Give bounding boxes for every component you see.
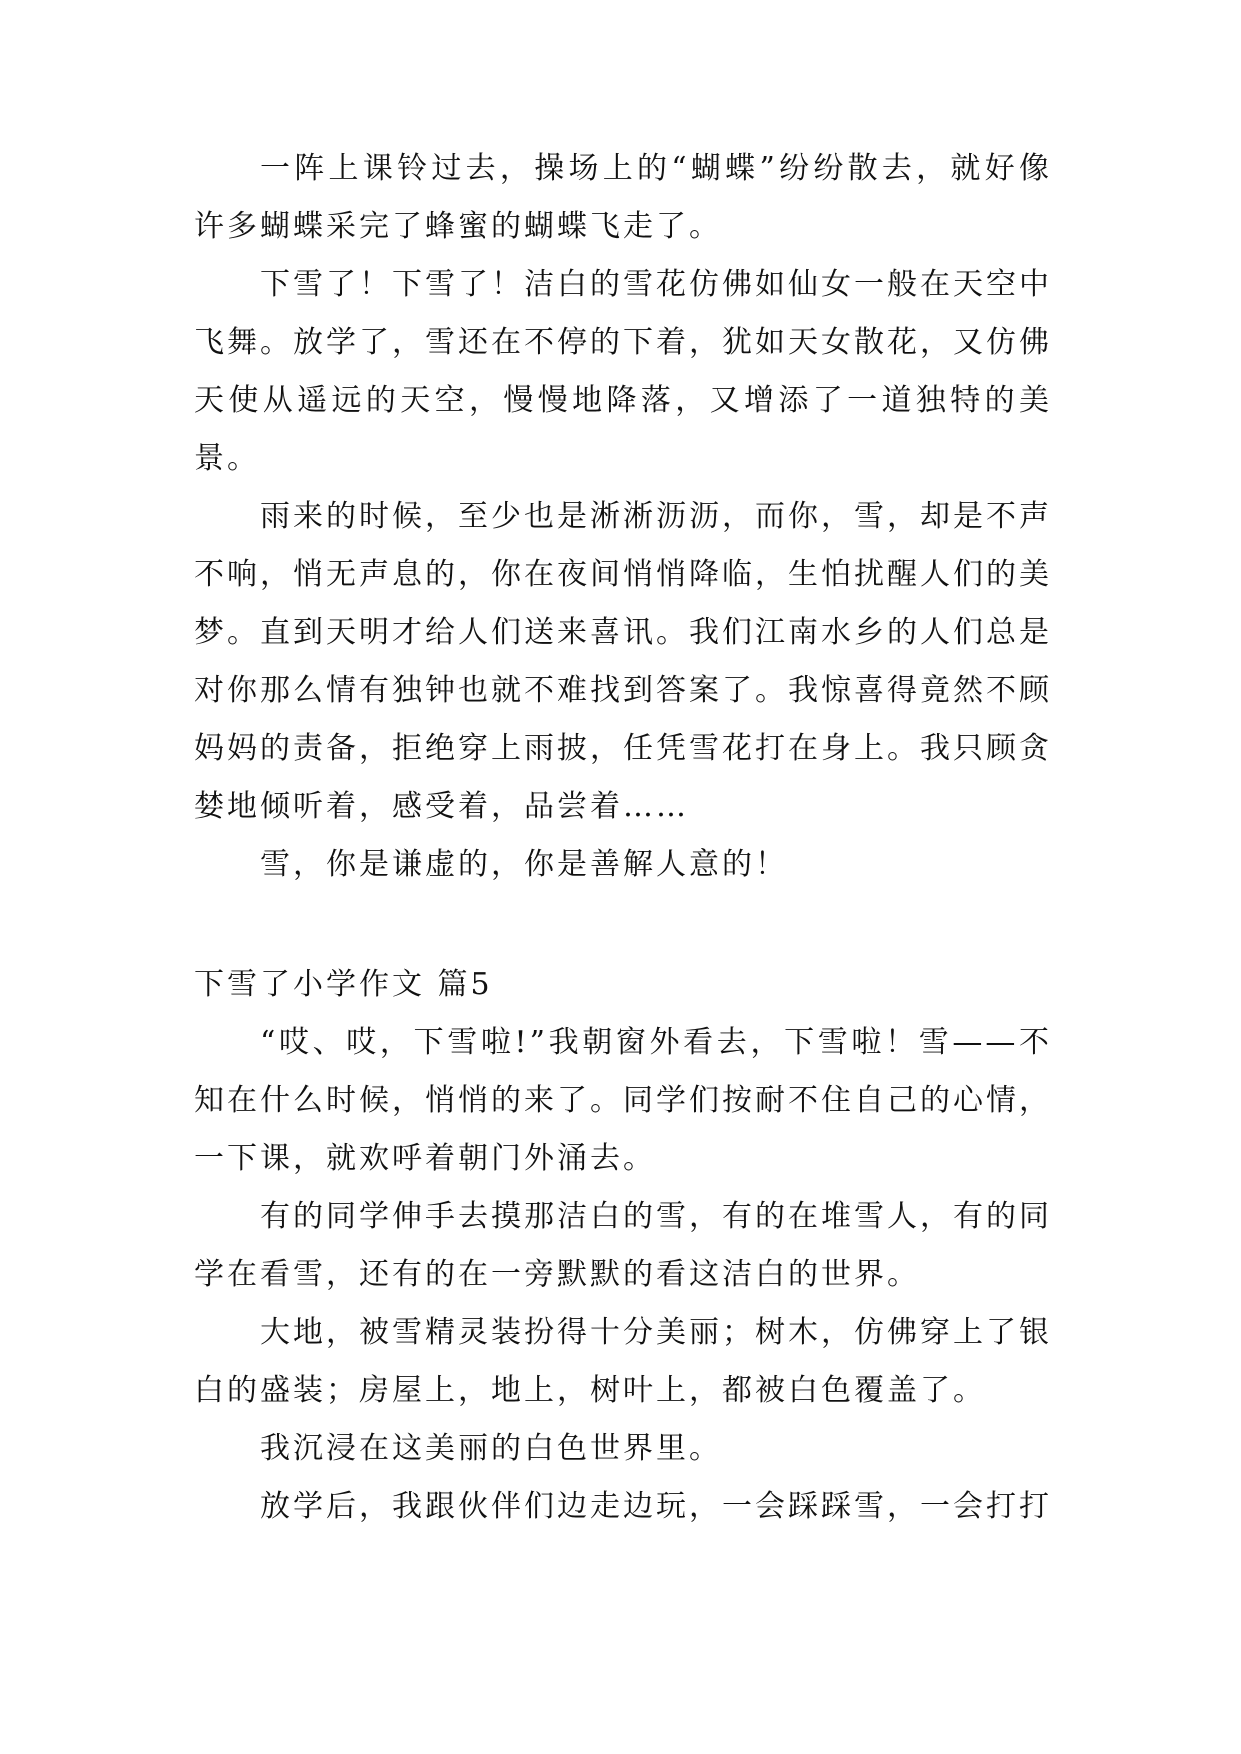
paragraph-snowing: 下雪了！下雪了！洁白的雪花仿佛如仙女一般在天空中飞舞。放学了，雪还在不停的下着，犹如天女散花，又仿佛天使从遥远的天空，慢慢地降落，又增添了一道独特的美景。 <box>194 267 1052 476</box>
paragraph-classmates: 有的同学伸手去摸那洁白的雪，有的在堆雪人，有的同学在看雪，还有的在一旁默默的看这洁白的世界。 <box>194 1199 1052 1292</box>
paragraph-after-school: 放学后，我跟伙伴们边走边玩，一会踩踩雪，一会打打 <box>260 1489 1052 1524</box>
paragraph-bell: 一阵上课铃过去，操场上的“蝴蝶”纷纷散去，就好像许多蝴蝶采完了蜂蜜的蝴蝶飞走了。 <box>194 151 1052 244</box>
section-heading: 下雪了小学作文 篇5 <box>194 967 493 1002</box>
paragraph-rain-vs-snow: 雨来的时候，至少也是淅淅沥沥，而你，雪，却是不声不响，悄无声息的，你在夜间悄悄降临，生怕扰醒人们的美梦。直到天明才给人们送来喜讯。我们江南水乡的人们总是对你那么情有独钟也就不难找到答案了。我惊喜得竟然不顾妈妈的责备，拒绝穿上雨披，任凭雪花打在身上。我只顾贪婪地倾听着，感受着，品尝着…… <box>194 499 1052 824</box>
paragraph-immersed: 我沉浸在这美丽的白色世界里。 <box>260 1431 722 1466</box>
paragraph-snow-humble: 雪，你是谦虚的，你是善解人意的！ <box>260 847 788 882</box>
paragraph-window: “哎、哎，下雪啦!”我朝窗外看去，下雪啦！雪——不知在什么时候，悄悄的来了。同学们按耐不住自己的心情，一下课，就欢呼着朝门外涌去。 <box>194 1025 1052 1176</box>
paragraph-earth: 大地，被雪精灵装扮得十分美丽；树木，仿佛穿上了银白的盛装；房屋上，地上，树叶上，都被白色覆盖了。 <box>194 1315 1052 1408</box>
document-page <box>194 140 1052 1536</box>
